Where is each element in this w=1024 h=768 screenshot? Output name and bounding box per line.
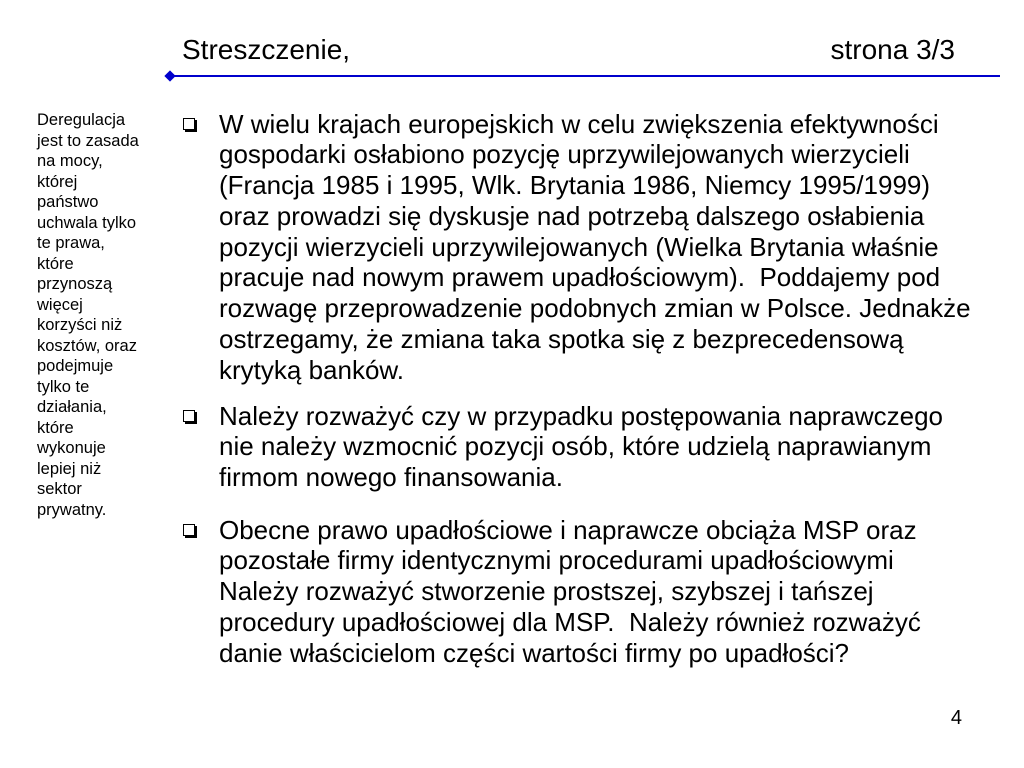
sidebar-line: te prawa, bbox=[37, 234, 105, 252]
sidebar-line: korzyści niż bbox=[37, 316, 123, 334]
bullet-line: oraz prowadzi się dyskusje nad potrzebą dalszego osłabienia bbox=[219, 200, 925, 231]
bullet-line: danie właścicielom części wartości firmy po upadłości? bbox=[219, 637, 850, 668]
sidebar-line: wykonuje bbox=[37, 439, 106, 457]
sidebar-line: Deregulacja bbox=[37, 111, 126, 129]
sidebar-line: jest to zasada bbox=[37, 131, 139, 150]
sidebar-note bbox=[37, 110, 139, 520]
title-divider bbox=[170, 75, 1000, 77]
bullet-line: ostrzegamy, że zmiana taka spotka się z bezprecedensową bbox=[219, 323, 904, 354]
sidebar-line: przynoszą bbox=[37, 275, 113, 293]
sidebar-line: uchwala tylko bbox=[37, 213, 137, 232]
bullet-item bbox=[183, 109, 971, 386]
bullet-line: krytyką banków. bbox=[219, 354, 404, 385]
sidebar-line: więcej bbox=[37, 295, 83, 314]
sidebar-line: działania, bbox=[37, 398, 107, 416]
bullet-line: Należy rozważyć czy w przypadku postępowania naprawczego bbox=[219, 400, 944, 431]
sidebar-line: które bbox=[37, 254, 74, 273]
sidebar-line: na mocy, bbox=[37, 152, 103, 170]
page-label: strona 3/3 bbox=[830, 34, 955, 65]
bullet-line: (Francja 1985 i 1995, Wlk. Brytania 1986, Niemcy 1995/1999) bbox=[219, 170, 931, 201]
diamond-icon bbox=[164, 70, 175, 81]
bullet-line: pracuje nad nowym prawem upadłościowym). Poddajemy pod bbox=[219, 262, 941, 293]
page-number: 4 bbox=[950, 707, 962, 729]
sidebar-line: państwo bbox=[37, 193, 99, 211]
bullet-line: procedury upadłościowej dla MSP. Należy również rozważyć bbox=[219, 606, 921, 637]
bullet-line: Obecne prawo upadłościowe i naprawcze obciąża MSP oraz bbox=[219, 514, 917, 545]
checkbox-bullet-icon bbox=[183, 118, 195, 130]
sidebar-line: prywatny. bbox=[37, 500, 107, 519]
sidebar-line: której bbox=[37, 172, 78, 191]
sidebar-line: sektor bbox=[37, 480, 82, 498]
bullet-item bbox=[183, 401, 943, 493]
slide-title: Streszczenie, bbox=[182, 34, 351, 65]
sidebar-line: lepiej niż bbox=[37, 459, 102, 478]
checkbox-bullet-icon bbox=[183, 410, 195, 422]
bullet-item bbox=[183, 515, 921, 669]
sidebar-line: które bbox=[37, 418, 74, 437]
bullet-line: firmom nowego finansowania. bbox=[219, 462, 563, 493]
bullet-line: Należy rozważyć stworzenie prostszej, szybszej i tańszej bbox=[219, 576, 874, 607]
bullet-line: gospodarki osłabiono pozycję uprzywilejowanych wierzycieli bbox=[219, 139, 910, 170]
bullet-line: rozwagę przeprowadzenie podobnych zmian w Polsce. Jednakże bbox=[219, 293, 971, 324]
bullet-line: pozycji wierzycieli uprzywilejowanych (Wielka Brytania właśnie bbox=[219, 231, 939, 262]
sidebar-line: kosztów, oraz bbox=[37, 336, 137, 355]
bullet-line: pozostałe firmy identycznymi procedurami upadłościowymi bbox=[219, 545, 894, 576]
bullet-line: nie należy wzmocnić pozycji osób, które udzielą naprawianym bbox=[219, 431, 932, 462]
sidebar-line: tylko te bbox=[37, 377, 90, 396]
sidebar-line: podejmuje bbox=[37, 357, 114, 375]
checkbox-bullet-icon bbox=[183, 524, 195, 536]
bullet-line: W wielu krajach europejskich w celu zwiększenia efektywności bbox=[219, 108, 939, 139]
